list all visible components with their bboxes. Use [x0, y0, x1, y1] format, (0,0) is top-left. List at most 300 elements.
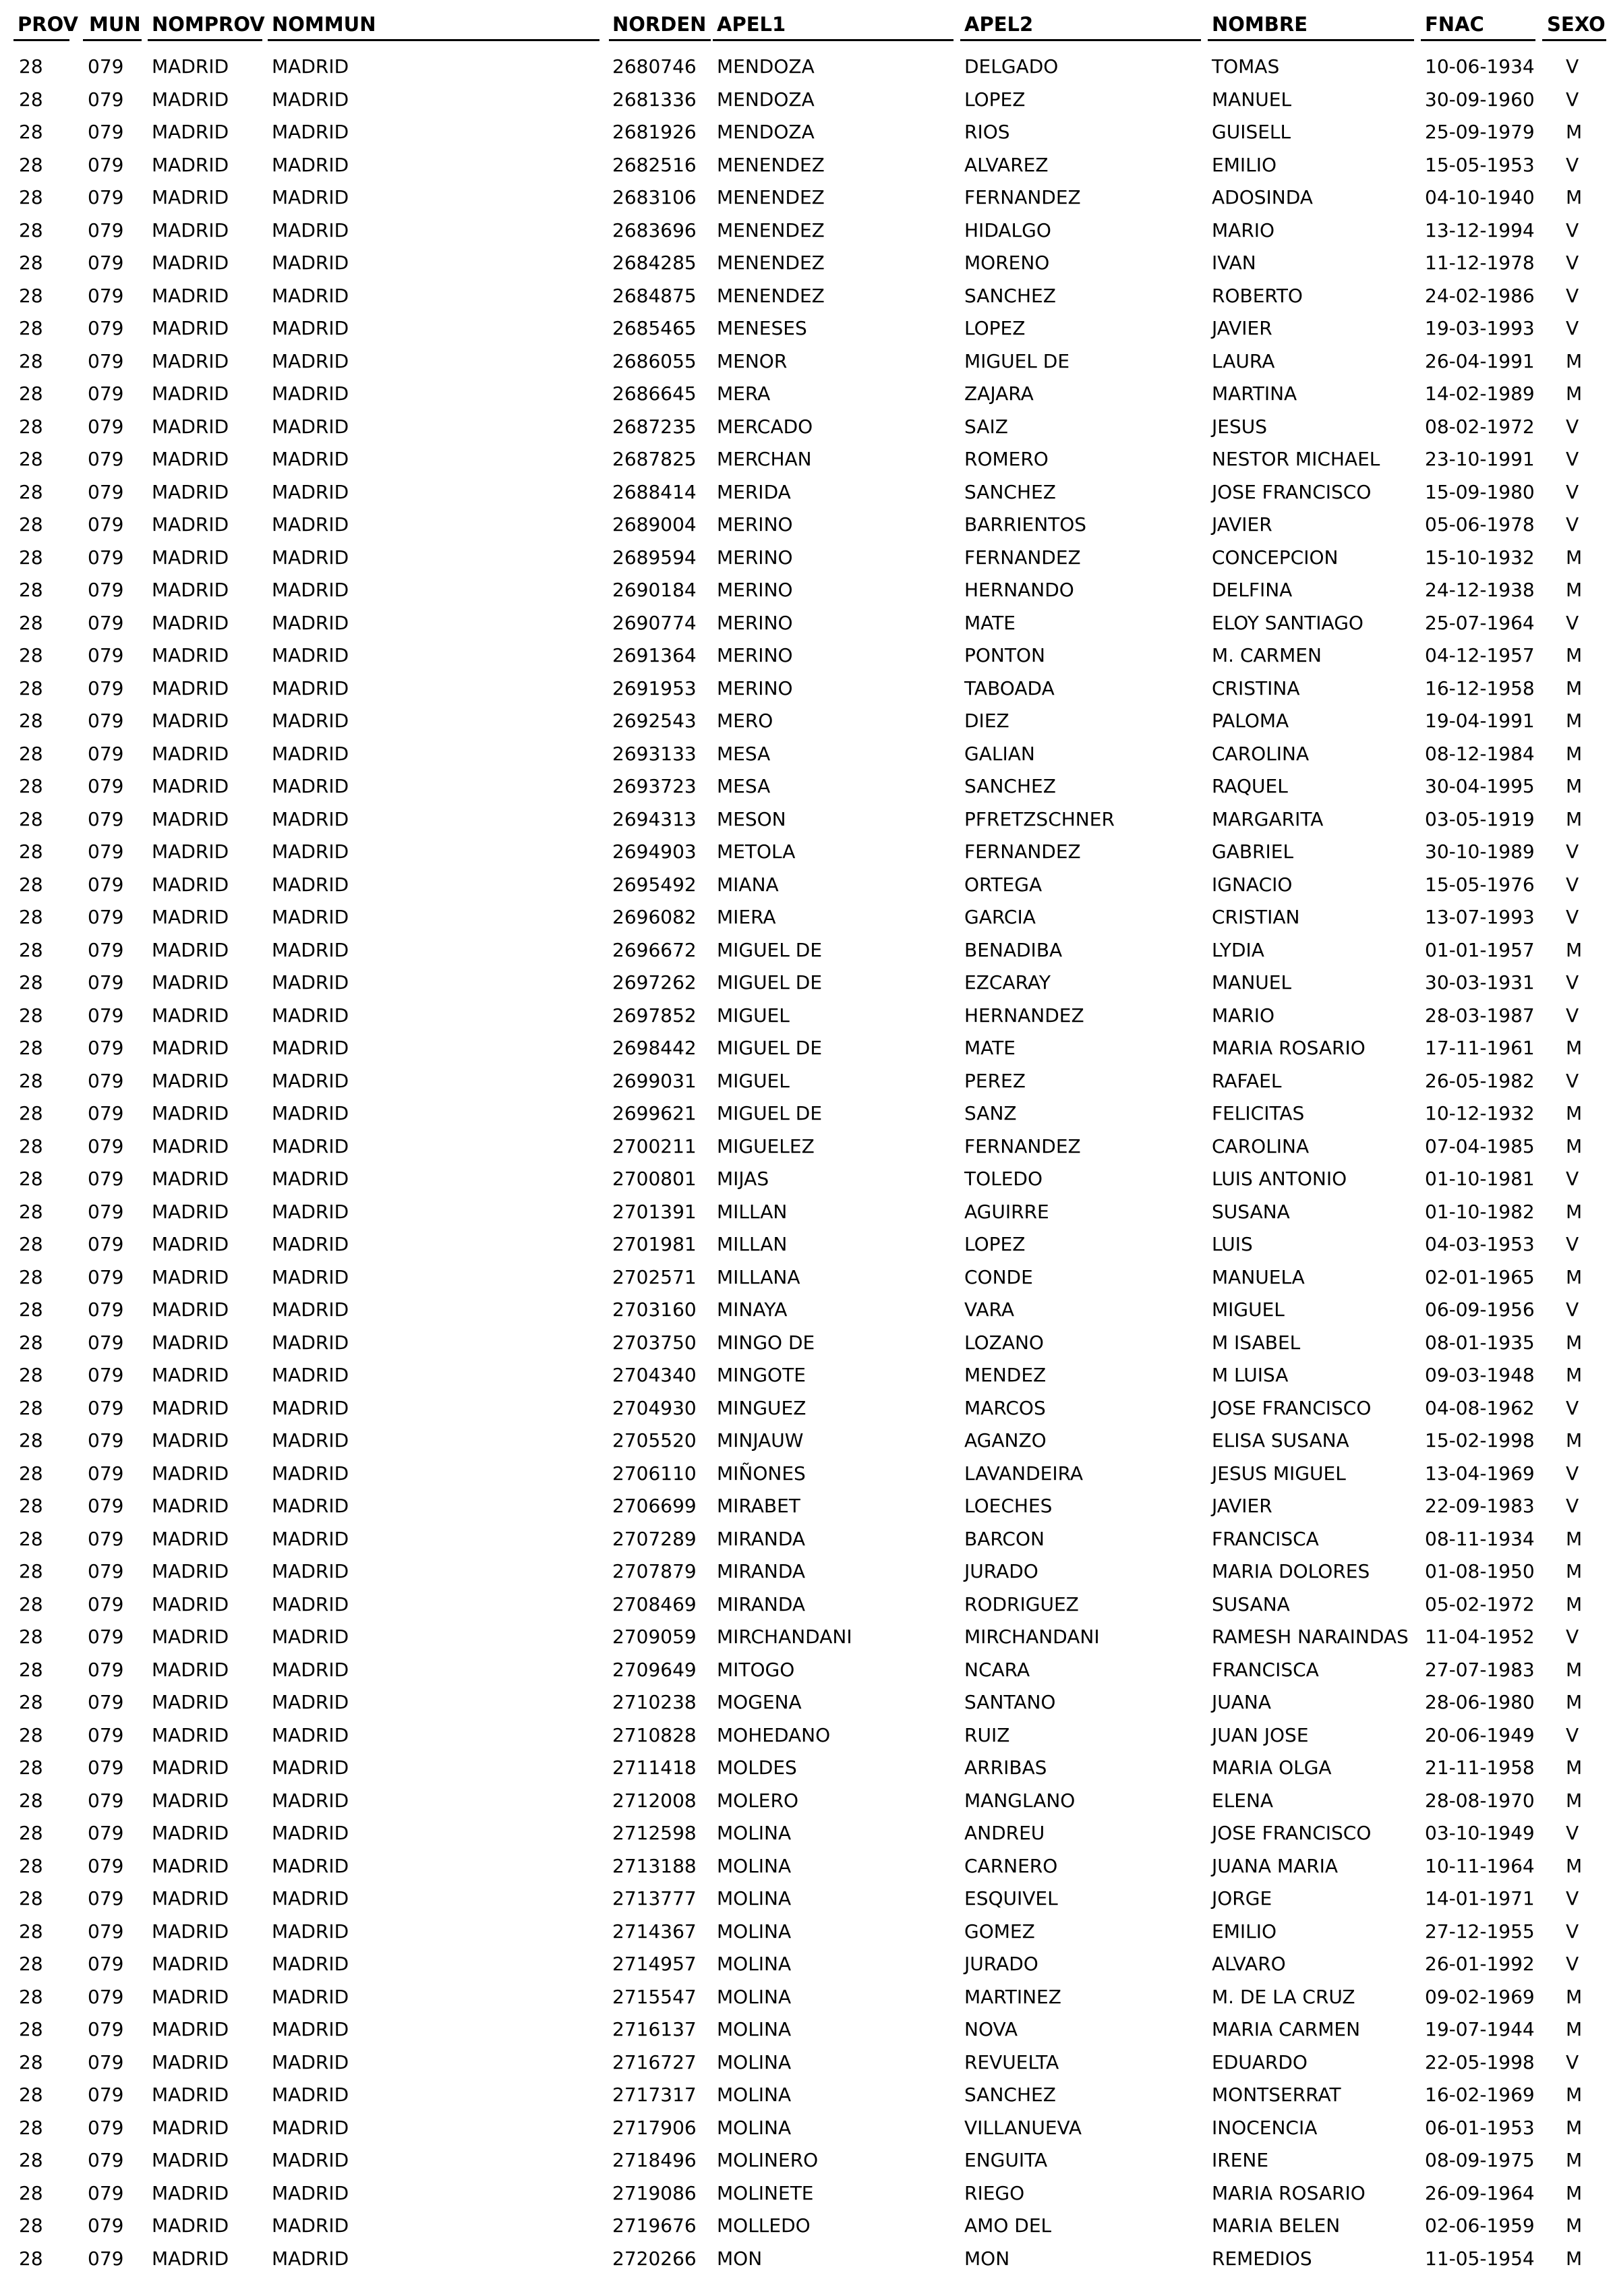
cell-mun: 079: [88, 2149, 124, 2171]
cell-apel1: MIRANDA: [717, 1592, 806, 1615]
cell-nommun: MADRID: [272, 88, 349, 111]
cell-prov: 28: [19, 1233, 43, 1255]
cell-mun: 079: [88, 2050, 124, 2073]
cell-fnac: 25-09-1979: [1425, 121, 1535, 143]
cell-apel2: BARCON: [964, 1527, 1045, 1550]
table-row: [0, 1948, 1613, 1980]
cell-nommun: MADRID: [272, 1298, 349, 1321]
cell-mun: 079: [88, 906, 124, 928]
cell-nomprov: MADRID: [152, 153, 229, 176]
cell-sexo: V: [1566, 252, 1579, 274]
cell-norden: 2703750: [612, 1331, 697, 1354]
cell-apel1: MERO: [717, 710, 773, 732]
cell-apel2: NCARA: [964, 1658, 1030, 1681]
cell-nomprov: MADRID: [152, 2214, 229, 2237]
cell-prov: 28: [19, 1004, 43, 1027]
cell-prov: 28: [19, 252, 43, 274]
cell-nombre: EDUARDO: [1212, 2050, 1308, 2073]
cell-fnac: 15-10-1932: [1425, 546, 1535, 569]
cell-prov: 28: [19, 742, 43, 765]
table-row: [0, 214, 1613, 247]
table-row: [0, 901, 1613, 934]
cell-nombre: ALVARO: [1212, 1953, 1286, 1975]
table-row: [0, 1097, 1613, 1130]
cell-nombre: M. CARMEN: [1212, 644, 1322, 666]
cell-prov: 28: [19, 2116, 43, 2139]
cell-nombre: JOSE FRANCISCO: [1212, 480, 1372, 503]
cell-norden: 2683696: [612, 219, 697, 241]
cell-sexo: M: [1566, 2214, 1583, 2237]
cell-nomprov: MADRID: [152, 2149, 229, 2171]
table-row: [0, 836, 1613, 868]
header-nommun: NOMMUN: [272, 13, 376, 36]
cell-nommun: MADRID: [272, 415, 349, 438]
cell-apel1: MERINO: [717, 644, 793, 666]
cell-prov: 28: [19, 2181, 43, 2204]
cell-apel2: TOLEDO: [964, 1168, 1043, 1190]
cell-nommun: MADRID: [272, 1200, 349, 1223]
cell-fnac: 08-11-1934: [1425, 1527, 1535, 1550]
cell-nommun: MADRID: [272, 284, 349, 307]
cell-nommun: MADRID: [272, 1756, 349, 1779]
table-row: [0, 1261, 1613, 1294]
cell-mun: 079: [88, 1985, 124, 2008]
cell-nombre: PALOMA: [1212, 710, 1289, 732]
cell-apel1: MOLERO: [717, 1789, 798, 1812]
cell-nomprov: MADRID: [152, 1168, 229, 1190]
header-underline: [1421, 39, 1535, 41]
cell-norden: 2687235: [612, 415, 697, 438]
cell-mun: 079: [88, 1527, 124, 1550]
cell-prov: 28: [19, 579, 43, 601]
cell-apel1: MINGUEZ: [717, 1396, 806, 1419]
cell-nommun: MADRID: [272, 1560, 349, 1582]
cell-prov: 28: [19, 382, 43, 405]
cell-mun: 079: [88, 2247, 124, 2270]
cell-sexo: M: [1566, 1331, 1583, 1354]
cell-nommun: MADRID: [272, 644, 349, 666]
cell-nombre: IGNACIO: [1212, 873, 1293, 896]
cell-fnac: 11-04-1952: [1425, 1626, 1535, 1648]
table-row: [0, 1785, 1613, 1817]
cell-mun: 079: [88, 1037, 124, 1059]
cell-sexo: V: [1566, 2050, 1579, 2073]
table-row: [0, 1065, 1613, 1097]
cell-prov: 28: [19, 1200, 43, 1223]
cell-apel1: MERIDA: [717, 480, 791, 503]
cell-mun: 079: [88, 1396, 124, 1419]
cell-mun: 079: [88, 1854, 124, 1877]
cell-nomprov: MADRID: [152, 644, 229, 666]
cell-norden: 2686055: [612, 349, 697, 372]
cell-sexo: M: [1566, 677, 1583, 699]
cell-sexo: V: [1566, 88, 1579, 111]
cell-prov: 28: [19, 1462, 43, 1485]
cell-nombre: M. DE LA CRUZ: [1212, 1985, 1355, 2008]
cell-nomprov: MADRID: [152, 1920, 229, 1943]
cell-sexo: V: [1566, 480, 1579, 503]
cell-sexo: M: [1566, 186, 1583, 208]
cell-mun: 079: [88, 1592, 124, 1615]
table-row: [0, 181, 1613, 214]
cell-fnac: 15-02-1998: [1425, 1429, 1535, 1452]
table-row: [0, 639, 1613, 672]
cell-prov: 28: [19, 415, 43, 438]
cell-apel1: MIRANDA: [717, 1560, 806, 1582]
cell-fnac: 08-02-1972: [1425, 415, 1535, 438]
cell-nomprov: MADRID: [152, 1560, 229, 1582]
header-underline: [268, 39, 599, 41]
cell-nomprov: MADRID: [152, 807, 229, 830]
header-sexo: SEXO: [1547, 13, 1606, 36]
cell-apel1: MENOR: [717, 349, 788, 372]
cell-sexo: M: [1566, 1985, 1583, 2008]
cell-apel1: MIRCHANDANI: [717, 1626, 852, 1648]
cell-prov: 28: [19, 219, 43, 241]
cell-apel1: MENENDEZ: [717, 153, 825, 176]
cell-norden: 2694313: [612, 807, 697, 830]
table-row: [0, 1719, 1613, 1752]
table-row: [0, 738, 1613, 770]
cell-norden: 2717317: [612, 2084, 697, 2106]
cell-apel1: MOLINA: [717, 1822, 792, 1844]
cell-nombre: FELICITAS: [1212, 1102, 1305, 1124]
cell-mun: 079: [88, 2084, 124, 2106]
cell-nomprov: MADRID: [152, 382, 229, 405]
cell-fnac: 13-04-1969: [1425, 1462, 1535, 1485]
cell-apel2: CONDE: [964, 1265, 1033, 1288]
cell-nombre: MARIA BELEN: [1212, 2214, 1341, 2237]
cell-apel2: LOPEZ: [964, 317, 1026, 339]
cell-apel1: MIGUEL DE: [717, 971, 823, 994]
cell-nomprov: MADRID: [152, 1396, 229, 1419]
cell-norden: 2710828: [612, 1723, 697, 1746]
cell-apel1: MERINO: [717, 611, 793, 634]
table-row: [0, 2177, 1613, 2210]
cell-mun: 079: [88, 938, 124, 961]
cell-norden: 2693133: [612, 742, 697, 765]
cell-nombre: CONCEPCION: [1212, 546, 1339, 569]
cell-nommun: MADRID: [272, 1658, 349, 1681]
cell-apel1: MINGOTE: [717, 1364, 806, 1386]
cell-sexo: M: [1566, 2247, 1583, 2270]
table-row: [0, 2079, 1613, 2111]
cell-mun: 079: [88, 1920, 124, 1943]
cell-apel2: LOZANO: [964, 1331, 1044, 1354]
cell-nomprov: MADRID: [152, 1331, 229, 1354]
table-row: [0, 411, 1613, 443]
cell-nombre: RAFAEL: [1212, 1069, 1282, 1092]
cell-nomprov: MADRID: [152, 2084, 229, 2106]
cell-apel2: ZAJARA: [964, 382, 1034, 405]
cell-nommun: MADRID: [272, 1626, 349, 1648]
cell-prov: 28: [19, 2214, 43, 2237]
cell-mun: 079: [88, 2181, 124, 2204]
table-row: [0, 1458, 1613, 1490]
cell-nommun: MADRID: [272, 677, 349, 699]
cell-apel2: SANCHEZ: [964, 284, 1056, 307]
cell-mun: 079: [88, 284, 124, 307]
cell-sexo: V: [1566, 1887, 1579, 1910]
cell-apel1: MIGUEL DE: [717, 1037, 823, 1059]
cell-fnac: 10-11-1964: [1425, 1854, 1535, 1877]
cell-fnac: 05-06-1978: [1425, 513, 1535, 536]
cell-apel1: MOLINA: [717, 2050, 792, 2073]
cell-nomprov: MADRID: [152, 1102, 229, 1124]
cell-mun: 079: [88, 1723, 124, 1746]
cell-apel2: FERNANDEZ: [964, 546, 1081, 569]
cell-nomprov: MADRID: [152, 971, 229, 994]
header-prov: PROV: [18, 13, 78, 36]
cell-prov: 28: [19, 906, 43, 928]
cell-mun: 079: [88, 317, 124, 339]
cell-norden: 2694903: [612, 840, 697, 863]
cell-fnac: 04-08-1962: [1425, 1396, 1535, 1419]
cell-sexo: M: [1566, 807, 1583, 830]
cell-nommun: MADRID: [272, 186, 349, 208]
cell-sexo: V: [1566, 153, 1579, 176]
cell-sexo: M: [1566, 579, 1583, 601]
cell-nomprov: MADRID: [152, 88, 229, 111]
cell-prov: 28: [19, 1265, 43, 1288]
cell-nombre: GUISELL: [1212, 121, 1291, 143]
table-row: [0, 1490, 1613, 1522]
cell-prov: 28: [19, 1560, 43, 1582]
cell-norden: 2704930: [612, 1396, 697, 1419]
cell-apel1: MERINO: [717, 677, 793, 699]
header-underline: [148, 39, 262, 41]
cell-fnac: 05-02-1972: [1425, 1592, 1535, 1615]
cell-apel1: MENENDEZ: [717, 252, 825, 274]
cell-nomprov: MADRID: [152, 1462, 229, 1485]
cell-sexo: M: [1566, 1037, 1583, 1059]
cell-fnac: 24-12-1938: [1425, 579, 1535, 601]
cell-fnac: 08-01-1935: [1425, 1331, 1535, 1354]
cell-nomprov: MADRID: [152, 1723, 229, 1746]
cell-nombre: JESUS MIGUEL: [1212, 1462, 1346, 1485]
cell-norden: 2713777: [612, 1887, 697, 1910]
cell-norden: 2692543: [612, 710, 697, 732]
cell-nommun: MADRID: [272, 2116, 349, 2139]
cell-apel2: ANDREU: [964, 1822, 1045, 1844]
cell-norden: 2707879: [612, 1560, 697, 1582]
cell-nommun: MADRID: [272, 2084, 349, 2106]
cell-mun: 079: [88, 775, 124, 797]
cell-apel2: BARRIENTOS: [964, 513, 1087, 536]
cell-sexo: V: [1566, 219, 1579, 241]
cell-norden: 2704340: [612, 1364, 697, 1386]
cell-nomprov: MADRID: [152, 349, 229, 372]
cell-sexo: V: [1566, 1920, 1579, 1943]
table-row: [0, 2243, 1613, 2275]
cell-fnac: 19-04-1991: [1425, 710, 1535, 732]
cell-apel1: MOLDES: [717, 1756, 797, 1779]
cell-nomprov: MADRID: [152, 1592, 229, 1615]
cell-apel1: MENESES: [717, 317, 807, 339]
cell-norden: 2709059: [612, 1626, 697, 1648]
cell-nomprov: MADRID: [152, 1429, 229, 1452]
cell-prov: 28: [19, 1396, 43, 1419]
cell-sexo: M: [1566, 775, 1583, 797]
cell-apel2: SANTANO: [964, 1691, 1056, 1713]
cell-sexo: V: [1566, 1396, 1579, 1419]
cell-nommun: MADRID: [272, 938, 349, 961]
cell-prov: 28: [19, 807, 43, 830]
cell-sexo: V: [1566, 1168, 1579, 1190]
cell-apel2: SANCHEZ: [964, 2084, 1056, 2106]
cell-sexo: M: [1566, 1429, 1583, 1452]
cell-nommun: MADRID: [272, 775, 349, 797]
cell-nomprov: MADRID: [152, 448, 229, 470]
cell-nommun: MADRID: [272, 742, 349, 765]
cell-mun: 079: [88, 415, 124, 438]
cell-norden: 2701391: [612, 1200, 697, 1223]
table-row: [0, 149, 1613, 181]
cell-norden: 2712598: [612, 1822, 697, 1844]
table-row: [0, 443, 1613, 476]
cell-apel2: AMO DEL: [964, 2214, 1052, 2237]
cell-mun: 079: [88, 677, 124, 699]
cell-prov: 28: [19, 2084, 43, 2106]
cell-nomprov: MADRID: [152, 906, 229, 928]
cell-prov: 28: [19, 1069, 43, 1092]
table-row: [0, 803, 1613, 836]
cell-prov: 28: [19, 2247, 43, 2270]
header-underline: [713, 39, 954, 41]
cell-norden: 2699621: [612, 1102, 697, 1124]
cell-sexo: V: [1566, 513, 1579, 536]
cell-norden: 2685465: [612, 317, 697, 339]
cell-fnac: 01-01-1957: [1425, 938, 1535, 961]
cell-apel1: MOLINA: [717, 2084, 792, 2106]
cell-fnac: 15-05-1953: [1425, 153, 1535, 176]
cell-apel2: SANCHEZ: [964, 480, 1056, 503]
cell-apel1: MIJAS: [717, 1168, 769, 1190]
cell-mun: 079: [88, 1822, 124, 1844]
table-row: [0, 51, 1613, 83]
cell-fnac: 14-02-1989: [1425, 382, 1535, 405]
cell-nommun: MADRID: [272, 840, 349, 863]
cell-mun: 079: [88, 1756, 124, 1779]
cell-apel2: JURADO: [964, 1560, 1038, 1582]
cell-mun: 079: [88, 546, 124, 569]
cell-fnac: 01-08-1950: [1425, 1560, 1535, 1582]
table-row: [0, 116, 1613, 148]
cell-prov: 28: [19, 1495, 43, 1517]
cell-nombre: MARIA OLGA: [1212, 1756, 1332, 1779]
cell-norden: 2681336: [612, 88, 697, 111]
cell-nommun: MADRID: [272, 1527, 349, 1550]
cell-sexo: V: [1566, 317, 1579, 339]
cell-apel1: MITOGO: [717, 1658, 795, 1681]
cell-prov: 28: [19, 644, 43, 666]
cell-nommun: MADRID: [272, 579, 349, 601]
cell-prov: 28: [19, 1331, 43, 1354]
cell-fnac: 13-07-1993: [1425, 906, 1535, 928]
cell-apel2: GALIAN: [964, 742, 1035, 765]
cell-norden: 2680746: [612, 55, 697, 78]
cell-apel2: EZCARAY: [964, 971, 1051, 994]
cell-nombre: EMILIO: [1212, 153, 1277, 176]
cell-nombre: MANUEL: [1212, 971, 1292, 994]
table-row: [0, 1850, 1613, 1883]
cell-norden: 2689594: [612, 546, 697, 569]
cell-fnac: 14-01-1971: [1425, 1887, 1535, 1910]
cell-sexo: V: [1566, 1004, 1579, 1027]
cell-nomprov: MADRID: [152, 2018, 229, 2040]
header-apel1: APEL1: [717, 13, 786, 36]
cell-apel2: ENGUITA: [964, 2149, 1048, 2171]
cell-nombre: MARIA ROSARIO: [1212, 2181, 1366, 2204]
cell-sexo: M: [1566, 1789, 1583, 1812]
cell-norden: 2700211: [612, 1135, 697, 1157]
cell-nomprov: MADRID: [152, 1233, 229, 1255]
cell-norden: 2710238: [612, 1691, 697, 1713]
cell-norden: 2690774: [612, 611, 697, 634]
cell-nommun: MADRID: [272, 906, 349, 928]
cell-apel2: JURADO: [964, 1953, 1038, 1975]
cell-apel2: RODRIGUEZ: [964, 1592, 1079, 1615]
cell-nombre: MARIO: [1212, 1004, 1275, 1027]
cell-norden: 2714957: [612, 1953, 697, 1975]
cell-fnac: 16-02-1969: [1425, 2084, 1535, 2106]
cell-apel1: MIRANDA: [717, 1527, 806, 1550]
cell-sexo: M: [1566, 1135, 1583, 1157]
cell-nombre: SUSANA: [1212, 1592, 1290, 1615]
cell-apel2: MARCOS: [964, 1396, 1046, 1419]
cell-apel1: MOLINA: [717, 1920, 792, 1943]
cell-prov: 28: [19, 1822, 43, 1844]
cell-nommun: MADRID: [272, 2181, 349, 2204]
cell-mun: 079: [88, 971, 124, 994]
cell-apel2: PEREZ: [964, 1069, 1026, 1092]
cell-fnac: 08-12-1984: [1425, 742, 1535, 765]
cell-fnac: 10-06-1934: [1425, 55, 1535, 78]
cell-apel1: MESA: [717, 775, 771, 797]
cell-nombre: MARIA ROSARIO: [1212, 1037, 1366, 1059]
cell-fnac: 04-03-1953: [1425, 1233, 1535, 1255]
cell-norden: 2687825: [612, 448, 697, 470]
cell-nomprov: MADRID: [152, 1200, 229, 1223]
cell-apel2: RIEGO: [964, 2181, 1025, 2204]
table-row: [0, 1392, 1613, 1425]
cell-nomprov: MADRID: [152, 611, 229, 634]
cell-nombre: GABRIEL: [1212, 840, 1294, 863]
cell-nommun: MADRID: [272, 710, 349, 732]
cell-fnac: 30-03-1931: [1425, 971, 1535, 994]
cell-mun: 079: [88, 219, 124, 241]
cell-nombre: JORGE: [1212, 1887, 1272, 1910]
cell-prov: 28: [19, 1168, 43, 1190]
cell-norden: 2717906: [612, 2116, 697, 2139]
cell-apel1: MERINO: [717, 579, 793, 601]
cell-nommun: MADRID: [272, 2149, 349, 2171]
cell-nombre: MIGUEL: [1212, 1298, 1285, 1321]
cell-apel2: REVUELTA: [964, 2050, 1059, 2073]
cell-prov: 28: [19, 121, 43, 143]
cell-prov: 28: [19, 1953, 43, 1975]
cell-norden: 2702571: [612, 1265, 697, 1288]
cell-sexo: V: [1566, 611, 1579, 634]
cell-apel2: BENADIBA: [964, 938, 1063, 961]
cell-norden: 2719676: [612, 2214, 697, 2237]
cell-apel2: MENDEZ: [964, 1364, 1047, 1386]
cell-nomprov: MADRID: [152, 1069, 229, 1092]
cell-sexo: V: [1566, 1298, 1579, 1321]
cell-nommun: MADRID: [272, 1135, 349, 1157]
cell-nommun: MADRID: [272, 1887, 349, 1910]
cell-nomprov: MADRID: [152, 1691, 229, 1713]
